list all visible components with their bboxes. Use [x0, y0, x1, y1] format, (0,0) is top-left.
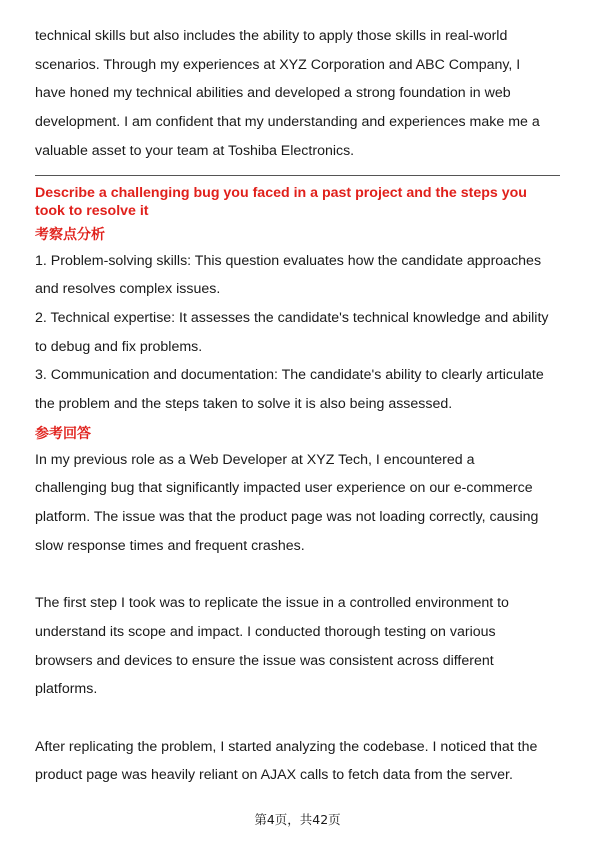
- text-line: product page was heavily reliant on AJAX calls to fetch data from the server.: [35, 767, 513, 784]
- answer-label: 参考回答: [35, 425, 91, 442]
- document-page: [35, 22, 560, 790]
- text-line: platform. The issue was that the product page was not loading correctly, causing: [35, 509, 539, 526]
- intro-paragraph: [35, 22, 560, 166]
- answer-paragraph: [35, 733, 560, 790]
- analysis-label: 考察点分析: [35, 226, 105, 243]
- question-line: took to resolve it: [35, 202, 149, 219]
- text-line: understand its scope and impact. I conducted thorough testing on various: [35, 623, 496, 640]
- text-line: have honed my technical abilities and developed a strong foundation in web: [35, 85, 511, 102]
- section-divider: [35, 175, 560, 176]
- answer-paragraph: [35, 446, 560, 561]
- paragraph-gap: [35, 704, 560, 733]
- text-line: technical skills but also includes the ability to apply those skills in real-world: [35, 28, 508, 44]
- text-line: the problem and the steps taken to solve it is also being assessed.: [35, 396, 453, 413]
- text-line: 2. Technical expertise: It assesses the candidate's technical knowledge and ability: [35, 309, 549, 326]
- paragraph-gap: [35, 561, 560, 590]
- text-line: scenarios. Through my experiences at XYZ Corporation and ABC Company, I: [35, 56, 521, 73]
- analysis-points: [35, 247, 560, 419]
- answer-paragraph: [35, 589, 560, 704]
- text-line: 1. Problem-solving skills: This question evaluates how the candidate approaches: [35, 252, 542, 269]
- text-line: browsers and devices to ensure the issue was consistent across different: [35, 652, 494, 669]
- text-line: development. I am confident that my understanding and experiences make me a: [35, 114, 540, 131]
- text-line: After replicating the problem, I started analyzing the codebase. I noticed that the: [35, 738, 538, 755]
- text-line: valuable asset to your team at Toshiba Electronics.: [35, 142, 355, 159]
- question-heading: [35, 184, 560, 220]
- text-line: In my previous role as a Web Developer at XYZ Tech, I encountered a: [35, 451, 475, 468]
- text-line: and resolves complex issues.: [35, 281, 221, 298]
- text-line: The first step I took was to replicate the issue in a controlled environment to: [35, 595, 509, 612]
- question-line: Describe a challenging bug you faced in a past project and the steps you: [35, 184, 527, 201]
- text-line: slow response times and frequent crashes.: [35, 537, 305, 554]
- text-line: platforms.: [35, 681, 98, 698]
- text-line: 3. Communication and documentation: The candidate's ability to clearly articulate: [35, 367, 544, 384]
- text-line: to debug and fix problems.: [35, 338, 203, 355]
- text-line: challenging bug that significantly impacted user experience on our e-commerce: [35, 480, 533, 497]
- page-number-footer: 第4页，共42页: [254, 812, 341, 827]
